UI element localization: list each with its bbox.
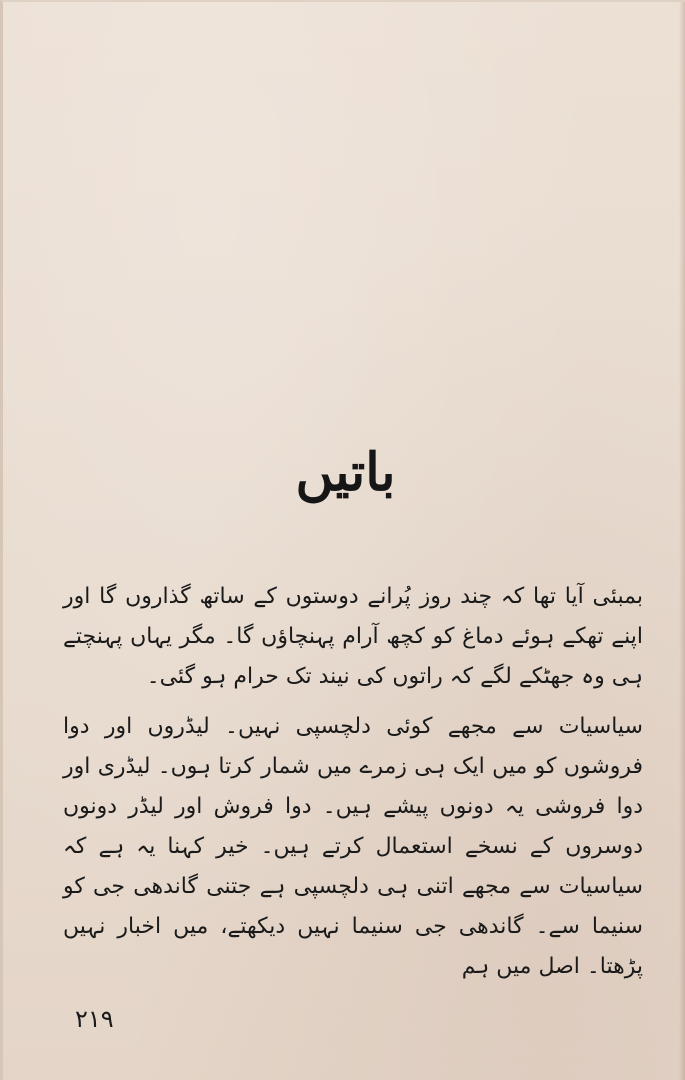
paragraph-1: بمبئی آیا تھا کہ چند روز پُرانے دوستوں کے ساتھ گذاروں گا اور اپنے تھکے ہوئے دماغ کو کچھ آرام پہنچاؤں گا۔ مگر یہاں پہنچتے ہی وہ جھٹکے لگے کہ راتوں کی نیند تک حرام ہو گئی۔: [63, 584, 643, 689]
page-edge-shadow: [679, 2, 685, 1080]
body-text: [63, 577, 643, 997]
chapter-title: باتیں: [295, 442, 396, 503]
page-number: ۲۱۹: [75, 1005, 114, 1033]
paragraph-2: سیاسیات سے مجھے کوئی دلچسپی نہیں۔ لیڈروں اور دوا فروشوں کو میں ایک ہی زمرے میں شمار کرتا ہوں۔ لیڈری اور دوا فروشی یہ دونوں پیشے ہیں۔ دوا فروش اور لیڈر دونوں دوسروں کے نسخے استعمال کرتے ہیں۔ خیر کہنا یہ ہے کہ سیاسیات سے مجھے اتنی ہی دلچسپی ہے جتنی گاندھی جی کو سنیما سے۔ گاندھی جی سنیما نہیں دیکھتے، میں اخبار نہیں پڑھتا۔ اصل میں ہم: [63, 714, 643, 979]
